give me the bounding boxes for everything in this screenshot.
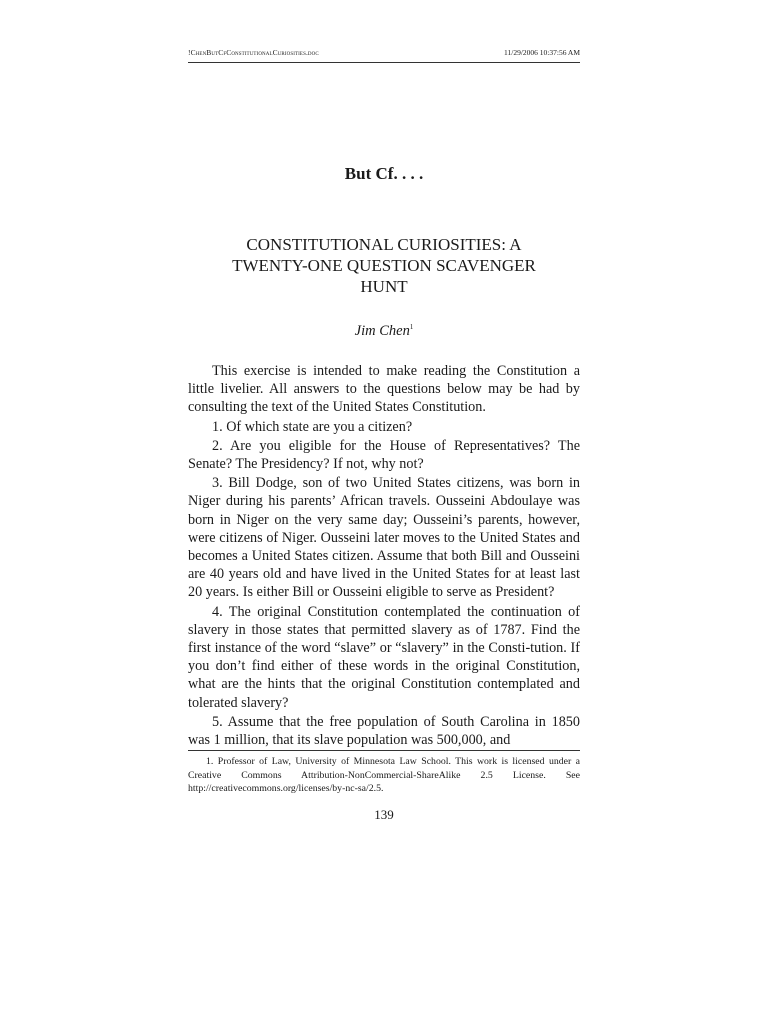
author-name: Jim Chen xyxy=(354,323,410,339)
footnote-1: 1. Professor of Law, University of Minnesota Law School. This work is licensed under a Creative Commons Attribution-NonCommercial-ShareAlike 2.5 License. See http://creativecommons.org/licenses/by-nc-sa/2.5. xyxy=(188,756,580,794)
body-text xyxy=(188,362,580,750)
page-number: 139 xyxy=(374,807,394,822)
header-filename: !ChenButCfConstitutionalCuriosities.doc xyxy=(188,48,319,57)
article-title-line-1: CONSTITUTIONAL CURIOSITIES: A xyxy=(246,235,522,254)
question-1: 1. Of which state are you a citizen? xyxy=(212,418,413,435)
section-title: But Cf. . . . xyxy=(344,164,424,183)
running-header xyxy=(188,48,580,63)
author-byline xyxy=(188,321,580,341)
article-title-line-3: HUNT xyxy=(360,277,408,296)
question-3: 3. Bill Dodge, son of two United States citizens, was born in Niger during his parents’ African travels. Ousseini Abdoulaye was born in Niger on the very same day; Ousseini’s parents, however, were citizens of Niger. Ousseini later moves to the United States and becomes a United States citizen. Assume that both Bill and Ousseini are 40 years old and have lived in the United States for at least last 20 years. Is either Bill or Ousseini eligible to serve as President? xyxy=(188,475,580,601)
question-5: 5. Assume that the free population of South Carolina in 1850 was 1 million, that its slave population was 500,000, and xyxy=(188,713,580,749)
author-footnote-mark: 1 xyxy=(409,323,414,331)
article-title-line-2: TWENTY-ONE QUESTION SCAVENGER xyxy=(232,256,536,275)
intro-paragraph: This exercise is intended to make reading the Constitution a little livelier. All answers to the questions below may be had by consulting the text of the United States Constitution. xyxy=(188,363,580,416)
question-4: 4. The original Constitution contemplated the continuation of slavery in those states that permitted slavery as of 1787. Find the first instance of the word “slave” or “slavery” in the Consti-tution. If you don’t find either of these words in the original Constitution, what are the hints that the original Constitution contemplated and tolerated slavery? xyxy=(188,603,580,711)
article-title xyxy=(188,234,580,297)
header-timestamp: 11/29/2006 10:37:56 AM xyxy=(504,48,580,57)
question-2: 2. Are you eligible for the House of Representatives? The Senate? The Presidency? If not, why not? xyxy=(188,437,580,473)
footnote-divider xyxy=(188,750,580,751)
